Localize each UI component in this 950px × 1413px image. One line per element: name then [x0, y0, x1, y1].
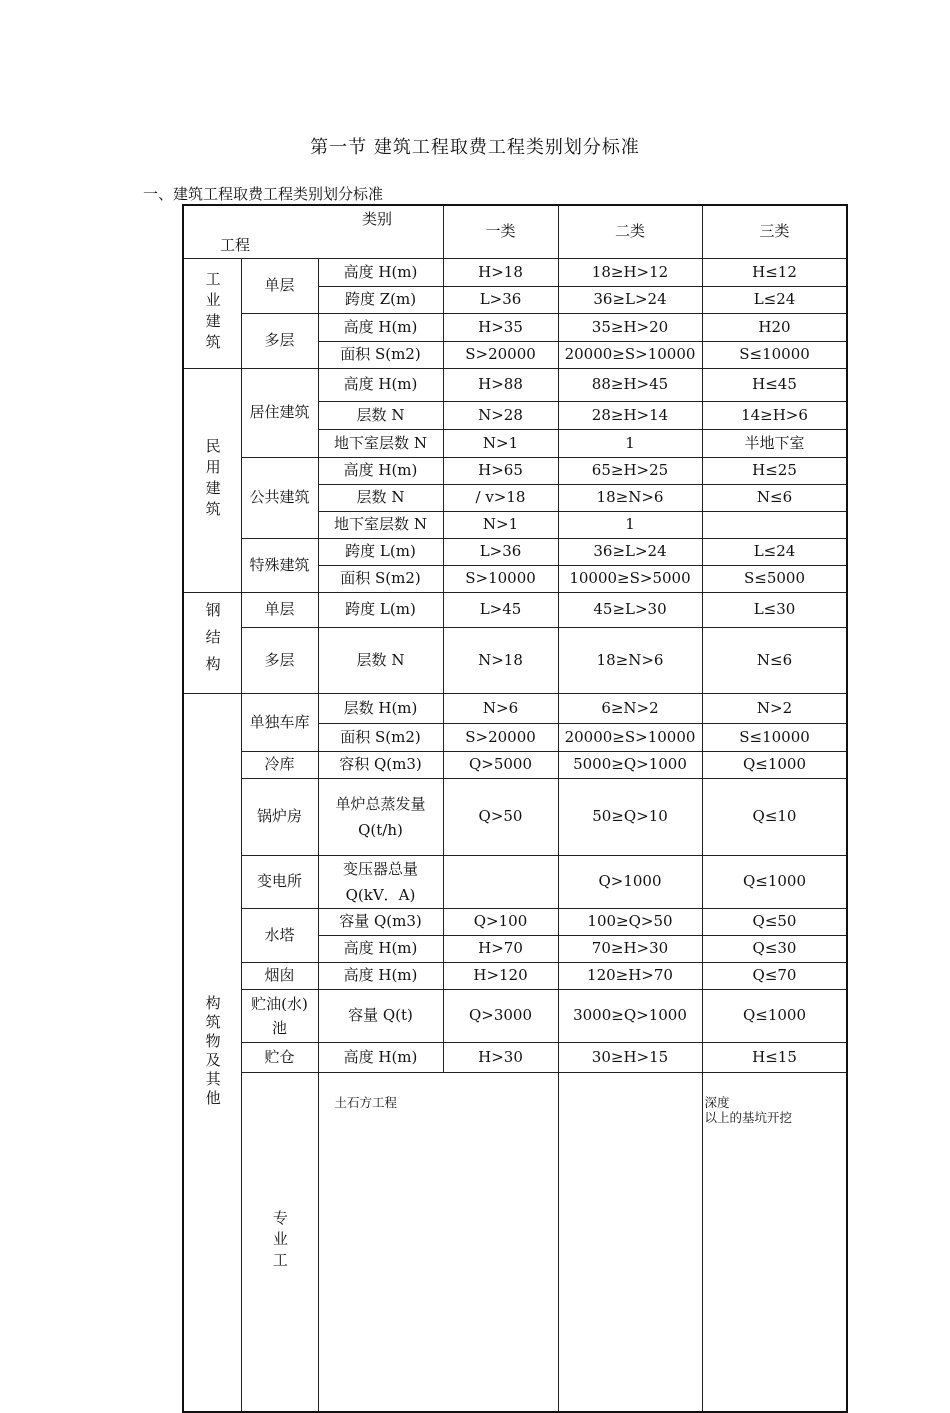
section-heading: 一、建筑工程取费工程类别划分标准 [143, 185, 384, 203]
class-2-cell: 45≥L>30 [558, 592, 702, 627]
table-row [183, 855, 847, 908]
class-3-cell: H≤45 [702, 368, 847, 401]
table-row [183, 778, 847, 855]
class-1-cell: Q>3000 [443, 989, 558, 1042]
table-row [183, 313, 847, 341]
earthwork-class-2-line: 深度 以上的基坑开挖 [704, 1094, 793, 1126]
sub-earthwork: 土石方工程 [318, 1072, 558, 1412]
class-1-cell: L>36 [443, 286, 558, 313]
class-2-cell: 18≥N>6 [558, 627, 702, 693]
class-1-cell: H>30 [443, 1042, 558, 1072]
class-1-cell: H>70 [443, 935, 558, 962]
indicator-cell: 层数 N [318, 484, 443, 511]
table-row [183, 989, 847, 1042]
header-class-2: 二类 [558, 205, 702, 258]
table-row [183, 1072, 847, 1412]
class-2-cell: 30≥H>15 [558, 1042, 702, 1072]
indicator-cell: 层数 H(m) [318, 693, 443, 723]
class-1-cell: N>28 [443, 401, 558, 429]
table-row [183, 627, 847, 693]
sub-special-building: 特殊建筑 [241, 538, 318, 592]
table-row [183, 751, 847, 778]
class-1-cell: N>1 [443, 511, 558, 538]
class-1-cell: H>88 [443, 368, 558, 401]
sub-multi-floor: 多层 [241, 313, 318, 368]
earthwork-class-2 [702, 1072, 847, 1412]
indicator-cell: 高度 H(m) [318, 368, 443, 401]
indicator-cell: 地下室层数 N [318, 511, 443, 538]
class-3-cell: S≤10000 [702, 341, 847, 368]
class-1-cell: H>120 [443, 962, 558, 989]
class-3-cell: H≤25 [702, 457, 847, 484]
sub-cold-storage: 冷库 [241, 751, 318, 778]
indicator-cell: 高度 H(m) [318, 962, 443, 989]
class-2-cell: 6≥N>2 [558, 693, 702, 723]
sub-boiler-room: 锅炉房 [241, 778, 318, 855]
indicator-cell: 层数 N [318, 401, 443, 429]
class-3-cell: N≤6 [702, 484, 847, 511]
classification-table [182, 204, 848, 1413]
class-1-cell [443, 855, 558, 908]
class-3-cell: S≤10000 [702, 723, 847, 751]
class-1-cell: / v>18 [443, 484, 558, 511]
class-3-cell: 半地下室 [702, 429, 847, 457]
class-2-cell: 88≥H>45 [558, 368, 702, 401]
class-3-cell: Q≤30 [702, 935, 847, 962]
sub-water-tower: 水塔 [241, 908, 318, 962]
class-2-cell: 20000≥S>10000 [558, 341, 702, 368]
class-2-cell: 120≥H>70 [558, 962, 702, 989]
class-2-cell: 50≥Q>10 [558, 778, 702, 855]
class-2-cell: 100≥Q>50 [558, 908, 702, 935]
class-1-cell: N>18 [443, 627, 558, 693]
class-2-cell: 28≥H>14 [558, 401, 702, 429]
class-1-cell: H>18 [443, 258, 558, 286]
header-corner-cell [183, 205, 443, 258]
sub-steel-multi: 多层 [241, 627, 318, 693]
table-row [183, 457, 847, 484]
table-row [183, 962, 847, 989]
sub-oil-water-tank: 贮油(水)池 [241, 989, 318, 1042]
class-2-cell: 36≥L>24 [558, 538, 702, 565]
class-1-cell: N>6 [443, 693, 558, 723]
class-2-cell: 1 [558, 511, 702, 538]
class-2-cell: Q>1000 [558, 855, 702, 908]
class-1-cell: N>1 [443, 429, 558, 457]
sub-substation: 变电所 [241, 855, 318, 908]
class-1-cell: Q>50 [443, 778, 558, 855]
indicator-cell: 面积 S(m2) [318, 565, 443, 592]
table-row [183, 592, 847, 627]
class-3-cell: 14≥H>6 [702, 401, 847, 429]
class-2-cell: 20000≥S>10000 [558, 723, 702, 751]
class-2-cell: 18≥H>12 [558, 258, 702, 286]
table-row [183, 693, 847, 723]
class-1-cell: H>35 [443, 313, 558, 341]
class-1-cell [558, 1072, 702, 1412]
sub-residential: 居住建筑 [241, 368, 318, 457]
class-2-cell: 1 [558, 429, 702, 457]
sub-silo: 贮仓 [241, 1042, 318, 1072]
class-2-cell: 36≥L>24 [558, 286, 702, 313]
indicator-cell: 单炉总蒸发量Q(t/h) [318, 778, 443, 855]
sub-chimney: 烟囱 [241, 962, 318, 989]
header-category-label: 类别 [362, 210, 393, 228]
class-2-cell: 5000≥Q>1000 [558, 751, 702, 778]
class-3-cell: S≤5000 [702, 565, 847, 592]
class-1-cell: Q>5000 [443, 751, 558, 778]
page-title: 第一节 建筑工程取费工程类别划分标准 [310, 137, 640, 158]
class-3-cell [702, 511, 847, 538]
class-3-cell: H≤15 [702, 1042, 847, 1072]
class-3-cell: N≤6 [702, 627, 847, 693]
indicator-cell: 跨度 L(m) [318, 538, 443, 565]
class-3-cell: Q≤70 [702, 962, 847, 989]
group-industrial: 工业建筑 [183, 258, 241, 368]
class-3-cell: L≤24 [702, 538, 847, 565]
indicator-cell: 高度 H(m) [318, 313, 443, 341]
class-3-cell: Q≤1000 [702, 989, 847, 1042]
class-3-cell: Q≤50 [702, 908, 847, 935]
table-row [183, 368, 847, 401]
sub-garage: 单独车库 [241, 693, 318, 751]
class-1-cell: L>45 [443, 592, 558, 627]
indicator-cell: 跨度 Z(m) [318, 286, 443, 313]
indicator-cell: 面积 S(m2) [318, 341, 443, 368]
class-3-cell: L≤30 [702, 592, 847, 627]
header-class-3: 三类 [702, 205, 847, 258]
header-class-1: 一类 [443, 205, 558, 258]
class-2-cell: 70≥H>30 [558, 935, 702, 962]
sub-steel-single: 单层 [241, 592, 318, 627]
class-2-cell: 35≥H>20 [558, 313, 702, 341]
sub-single-floor: 单层 [241, 258, 318, 313]
sub-public: 公共建筑 [241, 457, 318, 538]
indicator-cell: 容量 Q(t) [318, 989, 443, 1042]
class-1-cell: S>10000 [443, 565, 558, 592]
class-2-cell: 3000≥Q>1000 [558, 989, 702, 1042]
class-3-cell: N>2 [702, 693, 847, 723]
indicator-cell: 高度 H(m) [318, 1042, 443, 1072]
indicator-cell: 高度 H(m) [318, 258, 443, 286]
table-row [183, 908, 847, 935]
header-project-label: 工程 [220, 236, 251, 254]
class-3-cell: Q≤10 [702, 778, 847, 855]
class-3-cell: H20 [702, 313, 847, 341]
indicator-cell: 容积 Q(m3) [318, 751, 443, 778]
table-row [183, 1042, 847, 1072]
class-3-cell: L≤24 [702, 286, 847, 313]
class-2-cell: 65≥H>25 [558, 457, 702, 484]
class-1-cell: S>20000 [443, 341, 558, 368]
group-specialty: 专业工 [241, 1072, 318, 1412]
group-steel: 钢结构 [183, 592, 241, 693]
class-2-cell: 10000≥S>5000 [558, 565, 702, 592]
class-3-cell: Q≤1000 [702, 855, 847, 908]
class-1-cell: S>20000 [443, 723, 558, 751]
indicator-cell: 变压器总量Q(kV．A) [318, 855, 443, 908]
class-3-cell: Q≤1000 [702, 751, 847, 778]
class-3-cell: H≤12 [702, 258, 847, 286]
table-row [183, 258, 847, 286]
class-1-cell: H>65 [443, 457, 558, 484]
group-civil: 民用建筑 [183, 368, 241, 592]
indicator-cell: 高度 H(m) [318, 457, 443, 484]
group-structures: 构筑物及其他 [183, 693, 241, 1412]
class-2-cell: 18≥N>6 [558, 484, 702, 511]
indicator-cell: 高度 H(m) [318, 935, 443, 962]
indicator-cell: 面积 S(m2) [318, 723, 443, 751]
class-1-cell: Q>100 [443, 908, 558, 935]
table-row [183, 538, 847, 565]
indicator-cell: 地下室层数 N [318, 429, 443, 457]
indicator-cell: 容量 Q(m3) [318, 908, 443, 935]
table-header-row [183, 205, 847, 258]
indicator-cell: 跨度 L(m) [318, 592, 443, 627]
indicator-cell: 层数 N [318, 627, 443, 693]
class-1-cell: L>36 [443, 538, 558, 565]
